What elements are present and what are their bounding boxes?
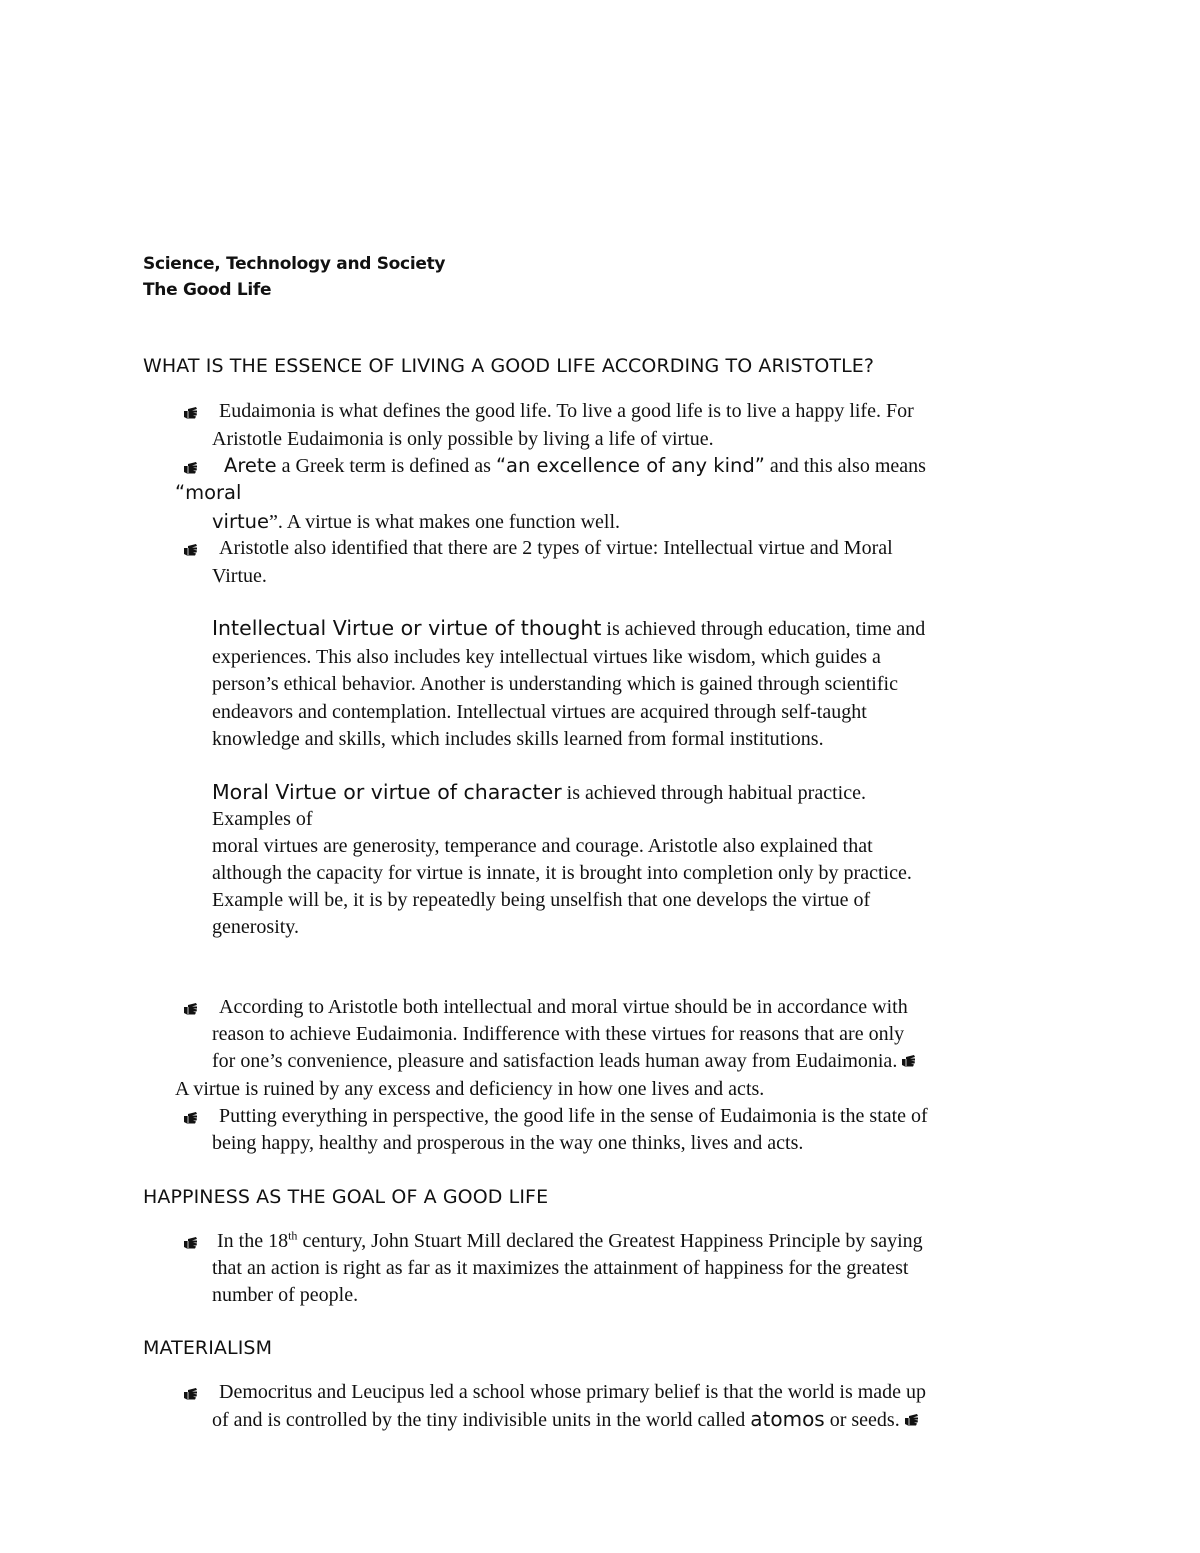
bullet-arete-line2: “moral	[175, 481, 242, 504]
pointing-hand-icon	[183, 1111, 199, 1125]
intellectual-virtue-line: experiences. This also includes key intellectual virtues like wisdom, which guides a	[212, 646, 881, 668]
course-topic: The Good Life	[143, 280, 272, 300]
intellectual-virtue-line: endeavors and contemplation. Intellectual virtues are acquired through self-taught	[212, 701, 867, 723]
bullet-mill-line3: number of people.	[212, 1284, 359, 1306]
bullet-types-line2: Virtue.	[212, 565, 267, 587]
section-heading-materialism: MATERIALISM	[143, 1337, 273, 1359]
moral-virtue-term: Moral Virtue or virtue of character	[212, 780, 562, 804]
bullet-reason-line2: reason to achieve Eudaimonia. Indifference with these virtues for reasons that are only	[212, 1023, 905, 1045]
bullet-types-line1: Aristotle also identified that there are 2 types of virtue: Intellectual virtue and Moral	[219, 537, 893, 559]
pointing-hand-icon	[183, 461, 199, 475]
intellectual-virtue-line: knowledge and skills, which includes skills learned from formal institutions.	[212, 728, 824, 750]
moral-virtue-line1: Moral Virtue or virtue of character is achieved through habitual practice.	[212, 780, 866, 804]
bullet-reason-line1: According to Aristotle both intellectual and moral virtue should be in accordance with	[219, 996, 908, 1018]
bullet-arete-line1: Arete a Greek term is defined as “an excellence of any kind” and this also means	[224, 454, 926, 477]
pointing-hand-icon	[183, 406, 199, 420]
pointing-hand-icon	[183, 1236, 199, 1250]
moral-virtue-line: Examples of	[212, 808, 313, 830]
bullet-perspective-line1: Putting everything in perspective, the good life in the sense of Eudaimonia is the state of	[219, 1105, 928, 1127]
bullet-eudaimonia-line2: Aristotle Eudaimonia is only possible by living a life of virtue.	[212, 428, 714, 450]
section-heading-happiness: HAPPINESS AS THE GOAL OF A GOOD LIFE	[143, 1186, 549, 1208]
moral-virtue-line: although the capacity for virtue is innate, it is brought into completion only by practice.	[212, 862, 912, 884]
bullet-mill-line2: that an action is right as far as it maximizes the attainment of happiness for the greatest	[212, 1257, 909, 1279]
bullet-mill-line1: In the 18th century, John Stuart Mill declared the Greatest Happiness Principle by saying	[217, 1228, 923, 1252]
pointing-hand-icon	[183, 1387, 199, 1401]
pointing-hand-icon	[904, 1413, 920, 1427]
intellectual-virtue-line1: Intellectual Virtue or virtue of thought is achieved through education, time and	[212, 616, 926, 640]
bullet-democritus-line1: Democritus and Leucipus led a school whose primary belief is that the world is made up	[219, 1381, 927, 1403]
intellectual-virtue-term: Intellectual Virtue or virtue of thought	[212, 616, 602, 640]
arete-definition: an excellence of any kind	[506, 454, 755, 477]
bullet-eudaimonia-line1: Eudaimonia is what defines the good life. To live a good life is to live a happy life. For	[219, 400, 914, 422]
section-heading-aristotle: WHAT IS THE ESSENCE OF LIVING A GOOD LIFE ACCORDING TO ARISTOTLE?	[143, 355, 875, 377]
bullet-democritus-line2: of and is controlled by the tiny indivisible units in the world called atomos or seeds.	[212, 1406, 920, 1434]
pointing-hand-icon	[183, 543, 199, 557]
course-subject: Science, Technology and Society	[143, 254, 446, 274]
moral-virtue-line: Example will be, it is by repeatedly being unselfish that one develops the virtue of	[212, 889, 871, 911]
moral-virtue-line: moral virtues are generosity, temperance and courage. Aristotle also explained that	[212, 835, 873, 857]
atomos-term: atomos	[750, 1407, 825, 1431]
pointing-hand-icon	[901, 1054, 917, 1068]
bullet-reason-line4: A virtue is ruined by any excess and deficiency in how one lives and acts.	[175, 1078, 765, 1100]
bullet-arete-line3: virtue”. A virtue is what makes one function well.	[212, 510, 621, 533]
bullet-perspective-line2: being happy, healthy and prosperous in the way one thinks, lives and acts.	[212, 1132, 804, 1154]
pointing-hand-icon	[183, 1002, 199, 1016]
intellectual-virtue-line: person’s ethical behavior. Another is understanding which is gained through scientific	[212, 673, 898, 695]
bullet-reason-line3: for one’s convenience, pleasure and satisfaction leads human away from Eudaimonia.	[212, 1048, 917, 1075]
moral-virtue-line: generosity.	[212, 916, 300, 938]
arete-term: Arete	[224, 454, 277, 477]
